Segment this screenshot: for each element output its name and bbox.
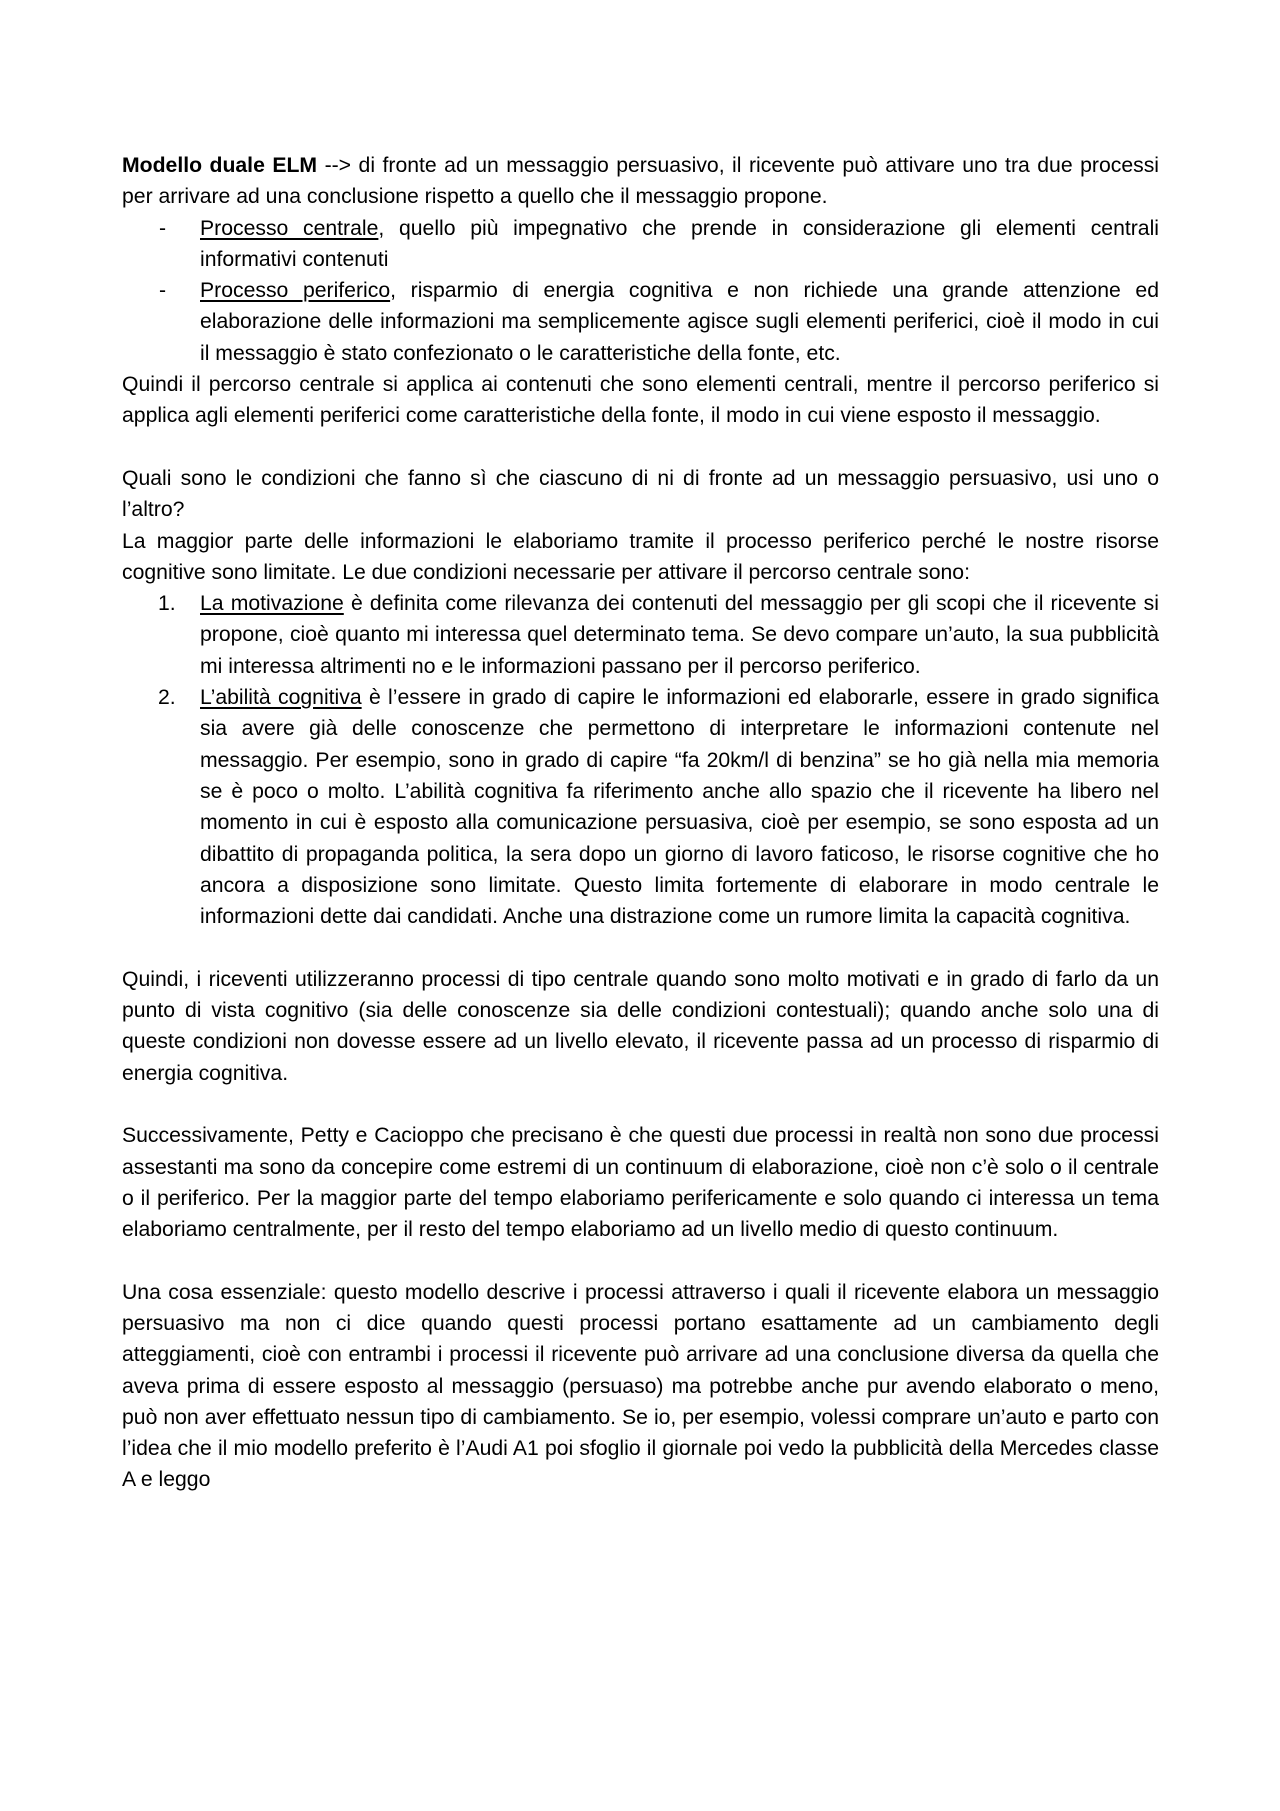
bullet-item-peripheral (122, 275, 1159, 369)
bullet-marker: - (159, 279, 167, 303)
spacer (122, 932, 1159, 963)
question-paragraph: Quali sono le condizioni che fanno sì che ciascuno di ni di fronte ad un messaggio persuasivo, usi uno o l’altro? (122, 466, 1159, 522)
spacer (122, 1245, 1159, 1276)
intro-bold-lead: Modello duale ELM (122, 154, 318, 177)
numbered-term-motivation: La motivazione (200, 592, 344, 616)
paragraph-cosa-essenziale: Una cosa essenziale: questo modello descrive i processi attraverso i quali il ricevente elabora un messaggio persuasivo ma non ci dice quando questi processi portano esattamente ad un cambiamento degli atteggiamenti, cioè con entrambi i processi il ricevente può arrivare ad una conclusione diversa da quella che aveva prima di essere esposto al messaggio (persuaso) ma potrebbe anche pur avendo elaborato o meno, può non aver effettuato nessun tipo di cambiamento. Se io, per esempio, volessi comprare un’auto e parto con l’idea che il mio modello preferito è l’Audi A1 poi sfoglio il giornale poi vedo la pubblicità della Mercedes classe A e leggo (122, 1280, 1159, 1492)
numbered-text: è l’essere in grado di capire le informazioni ed elaborarle, essere in grado significa sia avere già delle conoscenze che permettono di interpretare le informazioni contenute nel messaggio. Per esempio, sono in grado di capire “fa 20km/l di benzina” se ho già nella mia memoria se è poco o molto. L’abilità cognitiva fa riferimento anche allo spazio che il ricevente ha libero nel momento in cui è esposto alla comunicazione persuasiva, cioè per esempio, se sono esposta ad un dibattito di propaganda politica, la sera dopo un giorno di lavoro faticoso, le risorse cognitive che ho ancora a disposizione sono limitate. Questo limita fortemente di elaborare in modo centrale le informazioni dette dai candidati. Anche una distrazione come un rumore limita la capacità cognitiva. (200, 686, 1159, 929)
document-page (122, 150, 1159, 1496)
paragraph-petty-cacioppo: Successivamente, Petty e Cacioppo che precisano è che questi due processi in realtà non sono due processi assestanti ma sono da concepire come estremi di un continuum di elaborazione, cioè non c’è solo o il centrale o il periferico. Per la maggior parte del tempo elaboriamo perifericamente e solo quando ci interessa un tema elaboriamo centralmente, per il resto del tempo elaboriamo ad un livello medio di questo continuum. (122, 1124, 1159, 1242)
bullet-item-central (122, 213, 1159, 276)
numbered-item-motivation (122, 588, 1159, 682)
bullet-text: , risparmio di energia cognitiva e non richiede una grande attenzione ed elaborazione delle informazioni ma semplicemente agisce sugli elementi periferici, cioè il modo in cui il messaggio è stato confezionato o le caratteristiche della fonte, etc. (200, 279, 1159, 365)
numbered-body (200, 682, 1159, 932)
numbered-item-cognitive-ability (122, 682, 1159, 932)
intro-paragraph (122, 150, 1159, 213)
paragraph-quindi: Quindi il percorso centrale si applica ai contenuti che sono elementi centrali, mentre il percorso periferico si applica agli elementi periferici come caratteristiche della fonte, il modo in cui viene esposto il messaggio. (122, 373, 1159, 428)
numbered-body (200, 588, 1159, 682)
bullet-body (200, 213, 1159, 276)
bullet-term-central: Processo centrale (200, 216, 379, 240)
numbered-term-ability: L’abilità cognitiva (200, 686, 362, 710)
spacer (122, 1089, 1159, 1120)
number-marker: 2. (158, 686, 176, 710)
number-marker: 1. (158, 592, 176, 616)
bullet-term-peripheral: Processo periferico (200, 279, 391, 303)
spacer (122, 432, 1159, 463)
bullet-body (200, 275, 1159, 369)
bullet-marker: - (159, 216, 167, 240)
numbered-text: è definita come rilevanza dei contenuti del messaggio per gli scopi che il ricevente si propone, cioè quanto mi interessa quel determinato tema. Se devo compare un’auto, la sua pubblicità mi interessa altrimenti no e le informazioni passano per il percorso periferico. (200, 592, 1159, 678)
bullet-text: , quello più impegnativo che prende in considerazione gli elementi centrali informativi contenuti (200, 216, 1159, 271)
intro-text: --> di fronte ad un messaggio persuasivo, il ricevente può attivare uno tra due processi per arrivare ad una conclusione rispetto a quello che il messaggio propone. (122, 154, 1159, 209)
paragraph-riceventi: Quindi, i riceventi utilizzeranno processi di tipo centrale quando sono molto motivati e in grado di farlo da un punto di vista cognitivo (sia delle conoscenze sia delle condizioni contestuali); quando anche solo una di queste condizioni non dovesse essere ad un livello elevato, il ricevente passa ad un processo di risparmio di energia cognitiva. (122, 967, 1159, 1085)
paragraph-maggior-parte: La maggior parte delle informazioni le elaboriamo tramite il processo periferico perché le nostre risorse cognitive sono limitate. Le due condizioni necessarie per attivare il percorso centrale sono: (122, 529, 1159, 584)
